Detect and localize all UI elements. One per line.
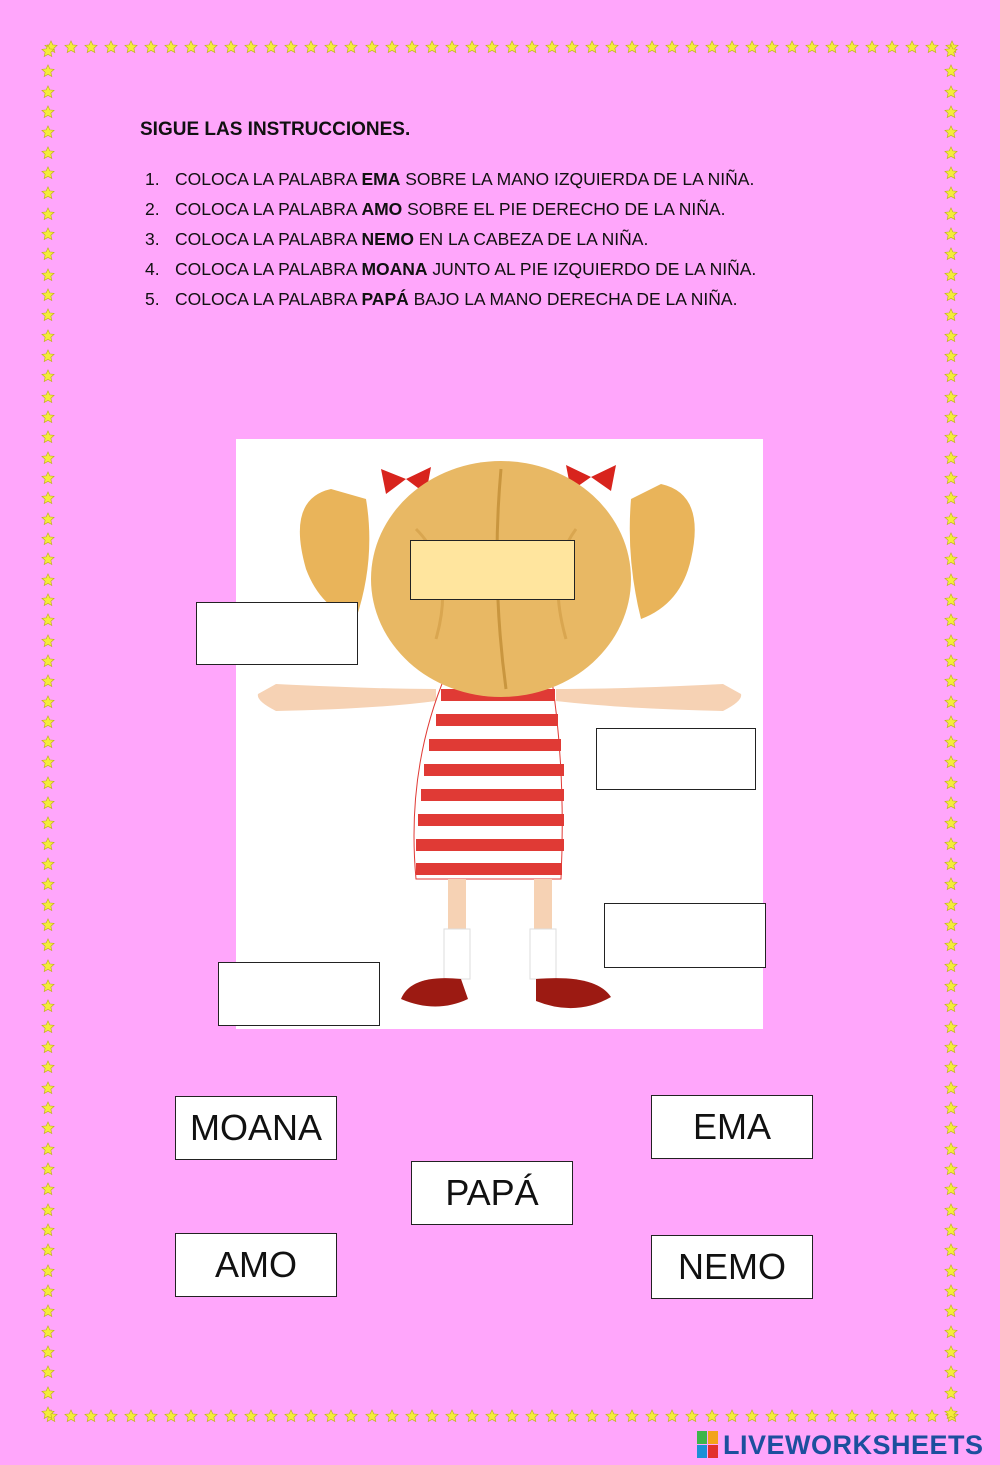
star-icon xyxy=(944,959,960,973)
right-shoe xyxy=(536,978,611,1008)
star-icon xyxy=(41,288,57,302)
star-icon xyxy=(785,40,799,56)
star-icon xyxy=(41,1365,57,1379)
star-icon xyxy=(144,1409,158,1425)
star-icon xyxy=(944,1345,960,1359)
instruction-item: 2. COLOCA LA PALABRA AMO SOBRE EL PIE DERECHO DE LA NIÑA. xyxy=(145,199,726,219)
right-pigtail xyxy=(630,484,695,619)
star-icon xyxy=(41,329,57,343)
star-icon xyxy=(41,64,57,78)
star-icon xyxy=(344,1409,358,1425)
star-icon xyxy=(825,1409,839,1425)
star-icon xyxy=(41,593,57,607)
star-icon xyxy=(944,654,960,668)
star-icon xyxy=(41,105,57,119)
star-icon xyxy=(41,1182,57,1196)
left-sock xyxy=(444,929,470,979)
star-icon xyxy=(944,410,960,424)
star-icon xyxy=(944,329,960,343)
star-icon xyxy=(41,207,57,221)
star-icon xyxy=(944,1386,960,1400)
star-icon xyxy=(41,1162,57,1176)
star-icon xyxy=(944,491,960,505)
star-icon xyxy=(944,938,960,952)
star-icon xyxy=(745,1409,759,1425)
drop-box-left-hand[interactable] xyxy=(196,602,358,665)
star-icon xyxy=(944,268,960,282)
star-icon xyxy=(41,471,57,485)
star-icon xyxy=(944,512,960,526)
star-icon xyxy=(465,1409,479,1425)
star-icon xyxy=(705,1409,719,1425)
star-icon xyxy=(41,1304,57,1318)
star-icon xyxy=(944,227,960,241)
star-icon xyxy=(41,877,57,891)
star-icon xyxy=(944,471,960,485)
star-icon xyxy=(41,369,57,383)
word-tile-nemo[interactable]: NEMO xyxy=(651,1235,813,1299)
star-icon xyxy=(645,40,659,56)
star-icon xyxy=(41,85,57,99)
star-icon xyxy=(805,40,819,56)
left-pigtail xyxy=(300,489,369,619)
star-icon xyxy=(284,40,298,56)
instruction-item: 3. COLOCA LA PALABRA NEMO EN LA CABEZA DE LA NIÑA. xyxy=(145,229,649,249)
star-icon xyxy=(41,999,57,1013)
star-icon xyxy=(485,1409,499,1425)
star-icon xyxy=(645,1409,659,1425)
star-icon xyxy=(565,1409,579,1425)
star-icon xyxy=(425,40,439,56)
star-icon xyxy=(944,1223,960,1237)
drop-box-left-foot[interactable] xyxy=(218,962,380,1026)
star-icon xyxy=(944,125,960,139)
star-icon xyxy=(264,40,278,56)
star-icon xyxy=(41,1020,57,1034)
star-icon xyxy=(885,40,899,56)
star-icon xyxy=(944,552,960,566)
star-icon xyxy=(41,613,57,627)
star-icon xyxy=(324,40,338,56)
star-icon xyxy=(765,40,779,56)
star-icon xyxy=(545,1409,559,1425)
star-icon xyxy=(944,308,960,322)
star-icon xyxy=(264,1409,278,1425)
star-icon xyxy=(284,1409,298,1425)
star-icon xyxy=(825,40,839,56)
star-icon xyxy=(865,40,879,56)
star-icon xyxy=(204,40,218,56)
right-arm xyxy=(556,684,741,711)
star-icon xyxy=(944,1142,960,1156)
star-icon xyxy=(944,105,960,119)
star-icon xyxy=(41,1203,57,1217)
star-border-right xyxy=(944,44,960,1420)
word-tile-ema[interactable]: EMA xyxy=(651,1095,813,1159)
star-icon xyxy=(41,1284,57,1298)
star-icon xyxy=(665,1409,679,1425)
star-icon xyxy=(445,40,459,56)
star-icon xyxy=(385,1409,399,1425)
star-icon xyxy=(845,40,859,56)
star-icon xyxy=(944,593,960,607)
star-icon xyxy=(41,451,57,465)
star-icon xyxy=(41,552,57,566)
star-icon xyxy=(324,1409,338,1425)
star-icon xyxy=(505,40,519,56)
star-icon xyxy=(944,1121,960,1135)
brand-name: LIVEWORKSHEETS xyxy=(723,1429,984,1460)
star-icon xyxy=(925,1409,939,1425)
left-shoe xyxy=(401,978,468,1006)
star-icon xyxy=(41,1060,57,1074)
star-icon xyxy=(944,1162,960,1176)
star-icon xyxy=(224,40,238,56)
star-icon xyxy=(124,40,138,56)
star-icon xyxy=(944,755,960,769)
star-icon xyxy=(944,166,960,180)
star-icon xyxy=(885,1409,899,1425)
star-icon xyxy=(765,1409,779,1425)
star-icon xyxy=(944,430,960,444)
star-icon xyxy=(104,1409,118,1425)
star-icon xyxy=(41,1264,57,1278)
star-icon xyxy=(525,1409,539,1425)
star-icon xyxy=(465,40,479,56)
star-icon xyxy=(944,1020,960,1034)
star-icon xyxy=(405,1409,419,1425)
star-icon xyxy=(565,40,579,56)
star-icon xyxy=(944,186,960,200)
instructions-list xyxy=(145,167,756,317)
worksheet-title: SIGUE LAS INSTRUCCIONES. xyxy=(140,119,411,140)
star-icon xyxy=(944,877,960,891)
star-icon xyxy=(41,715,57,729)
star-icon xyxy=(944,1325,960,1339)
star-icon xyxy=(41,755,57,769)
star-icon xyxy=(41,898,57,912)
star-icon xyxy=(944,613,960,627)
star-icon xyxy=(224,1409,238,1425)
star-border-bottom xyxy=(44,1409,960,1425)
star-icon xyxy=(705,40,719,56)
star-icon xyxy=(41,573,57,587)
star-icon xyxy=(944,451,960,465)
star-icon xyxy=(84,1409,98,1425)
word-tile-amo[interactable]: AMO xyxy=(175,1233,337,1297)
star-icon xyxy=(41,837,57,851)
star-icon xyxy=(944,390,960,404)
star-icon xyxy=(944,1406,960,1420)
star-icon xyxy=(41,674,57,688)
star-icon xyxy=(944,1203,960,1217)
star-icon xyxy=(585,40,599,56)
star-icon xyxy=(944,1060,960,1074)
star-icon xyxy=(944,532,960,546)
star-icon xyxy=(184,40,198,56)
star-border-left xyxy=(41,44,57,1420)
star-icon xyxy=(665,40,679,56)
star-icon xyxy=(905,40,919,56)
instruction-item: 4. COLOCA LA PALABRA MOANA JUNTO AL PIE IZQUIERDO DE LA NIÑA. xyxy=(145,259,757,279)
star-icon xyxy=(944,85,960,99)
star-icon xyxy=(944,146,960,160)
star-icon xyxy=(104,40,118,56)
star-icon xyxy=(605,1409,619,1425)
drop-box-head[interactable] xyxy=(410,540,575,600)
star-icon xyxy=(944,1365,960,1379)
right-sock xyxy=(530,929,556,979)
star-icon xyxy=(144,40,158,56)
star-icon xyxy=(685,1409,699,1425)
star-icon xyxy=(944,369,960,383)
star-icon xyxy=(41,796,57,810)
star-icon xyxy=(244,40,258,56)
star-icon xyxy=(184,1409,198,1425)
star-border-top xyxy=(44,40,960,56)
instruction-item: 5. COLOCA LA PALABRA PAPÁ BAJO LA MANO DERECHA DE LA NIÑA. xyxy=(145,289,738,309)
star-icon xyxy=(41,532,57,546)
star-icon xyxy=(41,1243,57,1257)
star-icon xyxy=(925,40,939,56)
live-badge-icon xyxy=(697,1431,719,1459)
star-icon xyxy=(944,695,960,709)
word-tile-moana[interactable]: MOANA xyxy=(175,1096,337,1160)
star-icon xyxy=(41,227,57,241)
star-icon xyxy=(505,1409,519,1425)
star-icon xyxy=(41,1325,57,1339)
star-icon xyxy=(124,1409,138,1425)
star-icon xyxy=(41,695,57,709)
star-icon xyxy=(41,634,57,648)
left-arm xyxy=(258,684,436,711)
star-icon xyxy=(944,1040,960,1054)
star-icon xyxy=(41,1406,57,1420)
star-icon xyxy=(944,979,960,993)
star-icon xyxy=(41,410,57,424)
star-icon xyxy=(785,1409,799,1425)
star-icon xyxy=(41,308,57,322)
star-icon xyxy=(41,512,57,526)
star-icon xyxy=(944,1284,960,1298)
star-icon xyxy=(725,40,739,56)
star-icon xyxy=(41,247,57,261)
star-icon xyxy=(944,64,960,78)
word-tile-papa[interactable]: PAPÁ xyxy=(411,1161,573,1225)
star-icon xyxy=(41,146,57,160)
star-icon xyxy=(41,125,57,139)
star-icon xyxy=(944,207,960,221)
star-icon xyxy=(425,1409,439,1425)
star-icon xyxy=(41,491,57,505)
star-icon xyxy=(41,918,57,932)
star-icon xyxy=(41,186,57,200)
star-icon xyxy=(204,1409,218,1425)
star-icon xyxy=(525,40,539,56)
star-icon xyxy=(41,735,57,749)
star-icon xyxy=(944,816,960,830)
star-icon xyxy=(625,1409,639,1425)
star-icon xyxy=(944,918,960,932)
star-icon xyxy=(304,1409,318,1425)
star-icon xyxy=(445,1409,459,1425)
star-icon xyxy=(344,40,358,56)
star-icon xyxy=(944,898,960,912)
instruction-item: 1. COLOCA LA PALABRA EMA SOBRE LA MANO IZQUIERDA DE LA NIÑA. xyxy=(145,169,755,189)
star-icon xyxy=(41,938,57,952)
star-icon xyxy=(944,573,960,587)
star-icon xyxy=(685,40,699,56)
star-icon xyxy=(41,390,57,404)
star-icon xyxy=(944,674,960,688)
drop-box-right-hand[interactable] xyxy=(596,728,756,790)
star-icon xyxy=(41,1081,57,1095)
star-icon xyxy=(41,816,57,830)
star-icon xyxy=(41,1121,57,1135)
star-icon xyxy=(41,268,57,282)
star-icon xyxy=(944,1243,960,1257)
star-icon xyxy=(944,634,960,648)
drop-box-right-foot[interactable] xyxy=(604,903,766,968)
star-icon xyxy=(41,1223,57,1237)
star-icon xyxy=(944,1182,960,1196)
star-icon xyxy=(805,1409,819,1425)
star-icon xyxy=(41,44,57,58)
star-icon xyxy=(365,1409,379,1425)
star-icon xyxy=(164,40,178,56)
star-icon xyxy=(905,1409,919,1425)
star-icon xyxy=(944,837,960,851)
star-icon xyxy=(605,40,619,56)
star-icon xyxy=(385,40,399,56)
star-icon xyxy=(41,979,57,993)
star-icon xyxy=(64,40,78,56)
star-icon xyxy=(41,1040,57,1054)
star-icon xyxy=(304,40,318,56)
star-icon xyxy=(944,44,960,58)
star-icon xyxy=(865,1409,879,1425)
star-icon xyxy=(725,1409,739,1425)
star-icon xyxy=(41,776,57,790)
star-icon xyxy=(41,857,57,871)
star-icon xyxy=(41,959,57,973)
star-icon xyxy=(944,776,960,790)
star-icon xyxy=(41,1345,57,1359)
star-icon xyxy=(244,1409,258,1425)
star-icon xyxy=(485,40,499,56)
star-icon xyxy=(745,40,759,56)
star-icon xyxy=(84,40,98,56)
star-icon xyxy=(625,40,639,56)
liveworksheets-logo[interactable] xyxy=(697,1428,984,1462)
star-icon xyxy=(944,1304,960,1318)
star-icon xyxy=(41,1101,57,1115)
star-icon xyxy=(944,1101,960,1115)
star-icon xyxy=(64,1409,78,1425)
star-icon xyxy=(944,857,960,871)
star-icon xyxy=(41,1142,57,1156)
star-icon xyxy=(944,1081,960,1095)
star-icon xyxy=(944,715,960,729)
star-icon xyxy=(845,1409,859,1425)
star-icon xyxy=(944,735,960,749)
star-icon xyxy=(944,999,960,1013)
star-icon xyxy=(41,349,57,363)
star-icon xyxy=(585,1409,599,1425)
star-icon xyxy=(545,40,559,56)
star-icon xyxy=(944,288,960,302)
star-icon xyxy=(944,1264,960,1278)
star-icon xyxy=(41,430,57,444)
star-icon xyxy=(164,1409,178,1425)
star-icon xyxy=(944,796,960,810)
star-icon xyxy=(41,654,57,668)
star-icon xyxy=(944,349,960,363)
star-icon xyxy=(41,166,57,180)
star-icon xyxy=(365,40,379,56)
star-icon xyxy=(944,247,960,261)
star-icon xyxy=(41,1386,57,1400)
star-icon xyxy=(405,40,419,56)
